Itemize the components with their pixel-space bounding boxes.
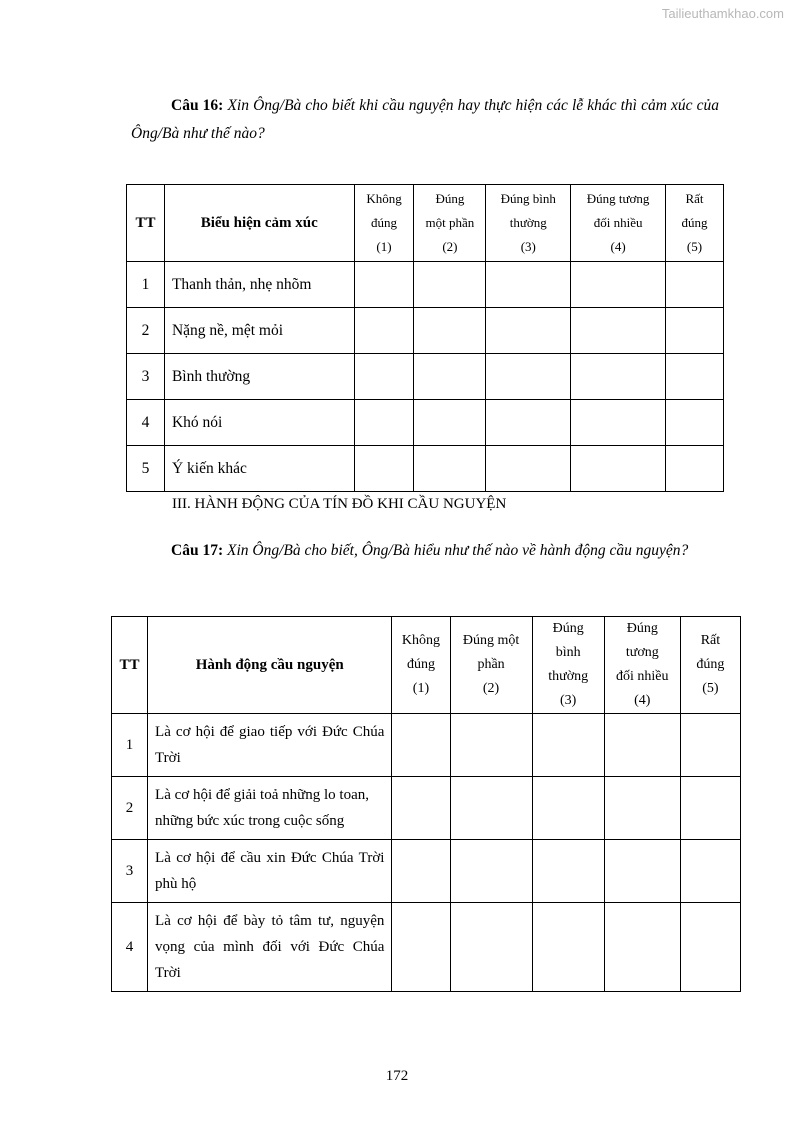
answer-cell[interactable] — [486, 308, 571, 354]
answer-cell[interactable] — [532, 840, 604, 903]
answer-cell[interactable] — [354, 308, 414, 354]
answer-cell[interactable] — [354, 446, 414, 492]
answer-cell[interactable] — [450, 777, 532, 840]
scale-header: Đúng một phần (2) — [414, 185, 486, 262]
question-17 — [131, 537, 719, 565]
answer-cell[interactable] — [680, 777, 740, 840]
row-label: Bình thường — [164, 354, 354, 400]
col-action-header: Hành động cầu nguyện — [148, 617, 392, 714]
table-header-row — [112, 617, 741, 714]
answer-cell[interactable] — [486, 262, 571, 308]
row-label: Là cơ hội để giao tiếp với Đức Chúa Trời — [148, 714, 392, 777]
answer-cell[interactable] — [666, 308, 724, 354]
row-number: 2 — [112, 777, 148, 840]
table-header-row — [127, 185, 724, 262]
col-tt-header: TT — [127, 185, 165, 262]
table-row — [127, 308, 724, 354]
scale-header: Không đúng (1) — [354, 185, 414, 262]
scale-header: Rất đúng (5) — [680, 617, 740, 714]
answer-cell[interactable] — [486, 400, 571, 446]
answer-cell[interactable] — [450, 840, 532, 903]
answer-cell[interactable] — [666, 400, 724, 446]
row-number: 5 — [127, 446, 165, 492]
table-row — [112, 840, 741, 903]
question-17-text: Xin Ông/Bà cho biết, Ông/Bà hiểu như thế nào về hành động cầu nguyện? — [226, 542, 689, 559]
answer-cell[interactable] — [354, 262, 414, 308]
table-row — [112, 777, 741, 840]
answer-cell[interactable] — [604, 714, 680, 777]
answer-cell[interactable] — [486, 446, 571, 492]
question-17-label: Câu 17: — [171, 542, 224, 559]
answer-cell[interactable] — [571, 262, 666, 308]
answer-cell[interactable] — [392, 714, 450, 777]
scale-header: Không đúng (1) — [392, 617, 450, 714]
question-16-label: Câu 16: — [171, 97, 224, 114]
table-row — [112, 714, 741, 777]
col-emotion-header: Biểu hiện cảm xúc — [164, 185, 354, 262]
answer-cell[interactable] — [666, 446, 724, 492]
page-number: 172 — [385, 1068, 409, 1084]
answer-cell[interactable] — [680, 714, 740, 777]
answer-cell[interactable] — [532, 903, 604, 992]
row-number: 4 — [112, 903, 148, 992]
answer-cell[interactable] — [354, 400, 414, 446]
scale-header: Đúng bình thường (3) — [486, 185, 571, 262]
scale-header: Đúng một phần (2) — [450, 617, 532, 714]
row-label: Là cơ hội để cầu xin Đức Chúa Trời phù hộ — [148, 840, 392, 903]
table-row — [127, 354, 724, 400]
table-row — [127, 400, 724, 446]
row-number: 3 — [112, 840, 148, 903]
row-label: Là cơ hội để bày tỏ tâm tư, nguyện vọng của mình đối với Đức Chúa Trời — [148, 903, 392, 992]
row-number: 4 — [127, 400, 165, 446]
answer-cell[interactable] — [666, 262, 724, 308]
answer-cell[interactable] — [680, 903, 740, 992]
scale-header: Đúng tương đối nhiều (4) — [571, 185, 666, 262]
answer-cell[interactable] — [571, 400, 666, 446]
answer-cell[interactable] — [414, 446, 486, 492]
answer-cell[interactable] — [414, 262, 486, 308]
table-row — [112, 903, 741, 992]
scale-header: Đúng tương đối nhiều (4) — [604, 617, 680, 714]
answer-cell[interactable] — [392, 777, 450, 840]
row-number: 2 — [127, 308, 165, 354]
answer-cell[interactable] — [450, 903, 532, 992]
answer-cell[interactable] — [604, 777, 680, 840]
answer-cell[interactable] — [414, 354, 486, 400]
answer-cell[interactable] — [414, 400, 486, 446]
answer-cell[interactable] — [414, 308, 486, 354]
prayer-action-table — [111, 616, 741, 992]
answer-cell[interactable] — [604, 903, 680, 992]
answer-cell[interactable] — [450, 714, 532, 777]
answer-cell[interactable] — [680, 840, 740, 903]
question-16-text: Xin Ông/Bà cho biết khi cầu nguyện hay thực hiện các lễ khác thì cảm xúc của Ông/Bà như thế nào? — [131, 97, 719, 142]
scale-header: Rất đúng (5) — [666, 185, 724, 262]
answer-cell[interactable] — [571, 308, 666, 354]
row-label: Nặng nề, mệt mỏi — [164, 308, 354, 354]
section-heading: III. HÀNH ĐỘNG CỦA TÍN ĐỒ KHI CẦU NGUYỆN — [172, 496, 507, 512]
watermark: Tailieuthamkhao.com — [661, 6, 784, 21]
answer-cell[interactable] — [392, 903, 450, 992]
row-label: Thanh thản, nhẹ nhõm — [164, 262, 354, 308]
answer-cell[interactable] — [354, 354, 414, 400]
row-number: 3 — [127, 354, 165, 400]
row-label: Là cơ hội để giải toả những lo toan, những bức xúc trong cuộc sống — [148, 777, 392, 840]
answer-cell[interactable] — [571, 354, 666, 400]
answer-cell[interactable] — [486, 354, 571, 400]
row-number: 1 — [112, 714, 148, 777]
table-row — [127, 446, 724, 492]
row-label: Khó nói — [164, 400, 354, 446]
table-row — [127, 262, 724, 308]
answer-cell[interactable] — [604, 840, 680, 903]
question-16 — [131, 92, 719, 148]
answer-cell[interactable] — [532, 714, 604, 777]
answer-cell[interactable] — [571, 446, 666, 492]
scale-header: Đúng bình thường (3) — [532, 617, 604, 714]
row-number: 1 — [127, 262, 165, 308]
answer-cell[interactable] — [666, 354, 724, 400]
answer-cell[interactable] — [392, 840, 450, 903]
answer-cell[interactable] — [532, 777, 604, 840]
emotion-survey-table — [126, 184, 724, 492]
row-label: Ý kiến khác — [164, 446, 354, 492]
col-tt-header: TT — [112, 617, 148, 714]
